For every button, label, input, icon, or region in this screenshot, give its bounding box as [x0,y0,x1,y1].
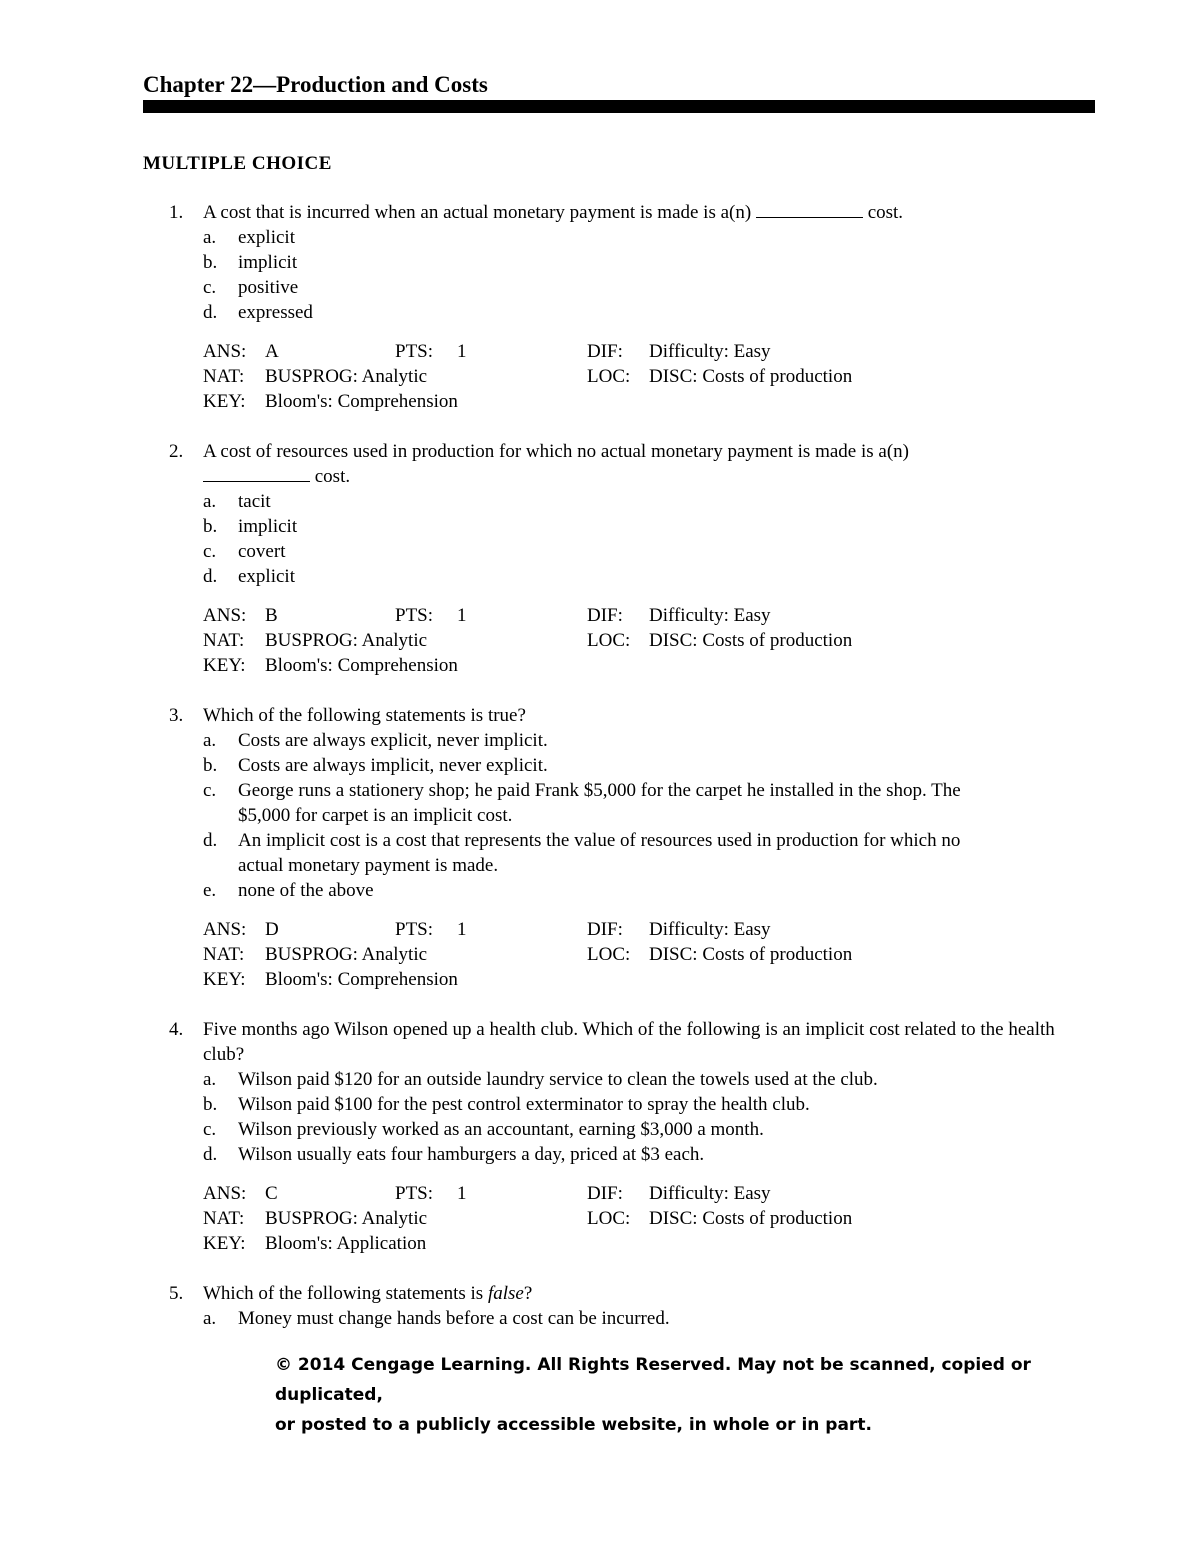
section-heading: MULTIPLE CHOICE [143,153,332,174]
option-text: Wilson previously worked as an accountant, earning $3,000 a month. [238,1119,764,1140]
option-a [203,1067,1095,1092]
question-stem: Which of the following statements is true? [203,705,526,726]
pts-value: 1 [457,1183,467,1204]
option-letter: c. [203,1119,217,1140]
option-letter: a. [203,227,217,248]
pts-value: 1 [457,605,467,626]
stem-emphasis: false [487,1283,524,1304]
option-c [203,1117,1095,1142]
option-letter: d. [203,830,218,851]
nat-value: BUSPROG: Analytic [265,1208,428,1229]
key-value: Bloom's: Comprehension [265,969,458,990]
answer-metadata [203,339,1095,414]
option-a [203,728,1095,753]
option-text: Costs are always explicit, never implicit. [238,730,548,751]
ans-label: ANS: [203,605,247,626]
answer-metadata [203,603,1095,678]
option-a [203,225,1095,250]
stem-text: A cost that is incurred when an actual monetary payment is made is a(n) [203,202,756,223]
pts-label: PTS: [395,919,434,940]
option-letter: d. [203,302,218,323]
option-list [203,225,1095,325]
nat-value: BUSPROG: Analytic [265,366,428,387]
question-number: 2. [169,441,184,462]
option-d [203,564,1095,589]
dif-label: DIF: [587,605,623,626]
loc-value: DISC: Costs of production [649,630,853,651]
key-value: Bloom's: Comprehension [265,391,458,412]
option-text: An implicit cost is a cost that represents the value of resources used in production for which no actual monetary payment is made. [238,830,961,876]
pts-value: 1 [457,919,467,940]
pts-value: 1 [457,341,467,362]
option-d [203,300,1095,325]
dif-value: Difficulty: Easy [649,919,771,940]
ans-label: ANS: [203,1183,247,1204]
nat-value: BUSPROG: Analytic [265,944,428,965]
option-letter: e. [203,880,217,901]
option-letter: b. [203,1094,218,1115]
option-c [203,275,1095,300]
stem-text: A cost of resources used in production for which no actual monetary payment is made is a(n) [203,441,909,462]
option-c [203,778,1095,828]
ans-value: A [265,341,279,362]
nat-value: BUSPROG: Analytic [265,630,428,651]
dif-value: Difficulty: Easy [649,341,771,362]
option-text: positive [238,277,299,298]
question-number: 4. [169,1019,184,1040]
option-text: expressed [238,302,313,323]
ans-label: ANS: [203,919,247,940]
option-text: Wilson usually eats four hamburgers a day, priced at $3 each. [238,1144,705,1165]
ans-label: ANS: [203,341,247,362]
option-text: explicit [238,227,295,248]
option-letter: d. [203,566,218,587]
copyright-line-1: © 2014 Cengage Learning. All Rights Reserved. May not be scanned, copied or duplicated, [275,1355,1031,1405]
stem-text-end: cost. [862,202,904,223]
question-2 [143,439,1095,678]
stem-text-end: ? [523,1283,533,1304]
nat-label: NAT: [203,944,245,965]
option-letter: b. [203,252,218,273]
key-label: KEY: [203,1233,246,1254]
key-label: KEY: [203,391,246,412]
option-a [203,489,1095,514]
option-letter: b. [203,516,218,537]
loc-value: DISC: Costs of production [649,944,853,965]
nat-label: NAT: [203,366,245,387]
answer-metadata [203,917,1095,992]
option-letter: c. [203,277,217,298]
option-letter: c. [203,541,217,562]
option-letter: c. [203,780,217,801]
option-letter: a. [203,730,217,751]
answer-metadata [203,1181,1095,1256]
answer-blank [203,465,310,482]
ans-value: C [265,1183,278,1204]
question-5 [143,1281,1095,1331]
option-text: implicit [238,252,298,273]
copyright-line-2: or posted to a publicly accessible website, in whole or in part. [275,1415,872,1435]
question-number: 3. [169,705,184,726]
option-letter: a. [203,491,217,512]
loc-label: LOC: [587,366,631,387]
option-text: implicit [238,516,298,537]
option-c [203,539,1095,564]
key-value: Bloom's: Comprehension [265,655,458,676]
pts-label: PTS: [395,1183,434,1204]
pts-label: PTS: [395,605,434,626]
ans-value: B [265,605,278,626]
option-list [203,1067,1095,1167]
option-text: covert [238,541,286,562]
option-e [203,878,1095,903]
option-text: Wilson paid $120 for an outside laundry service to clean the towels used at the club. [238,1069,878,1090]
loc-value: DISC: Costs of production [649,1208,853,1229]
loc-label: LOC: [587,630,631,651]
option-text: Money must change hands before a cost can be incurred. [238,1308,670,1329]
question-stem [203,439,1095,489]
question-number: 5. [169,1283,184,1304]
chapter-title: Chapter 22—Production and Costs [143,72,488,97]
nat-label: NAT: [203,1208,245,1229]
dif-label: DIF: [587,1183,623,1204]
option-d [203,828,1095,878]
ans-value: D [265,919,279,940]
option-d [203,1142,1095,1167]
option-letter: a. [203,1069,217,1090]
copyright-footer [275,1350,1135,1440]
loc-label: LOC: [587,944,631,965]
option-text: George runs a stationery shop; he paid Frank $5,000 for the carpet he installed in the shop. The $5,000 for carpet is an implicit cost. [238,780,961,826]
option-b [203,250,1095,275]
option-list [203,1306,1095,1331]
option-list [203,489,1095,589]
title-rule [143,100,1095,113]
option-text: Costs are always implicit, never explicit. [238,755,548,776]
question-stem [203,1281,1095,1306]
option-list [203,728,1095,903]
stem-text: Which of the following statements is [203,1283,488,1304]
option-letter: d. [203,1144,218,1165]
document-page [143,70,1095,1331]
dif-value: Difficulty: Easy [649,605,771,626]
option-b [203,1092,1095,1117]
question-stem: Five months ago Wilson opened up a health club. Which of the following is an implicit cost related to the health club? [203,1019,1055,1065]
pts-label: PTS: [395,341,434,362]
dif-label: DIF: [587,919,623,940]
question-number: 1. [169,202,184,223]
key-label: KEY: [203,655,246,676]
key-label: KEY: [203,969,246,990]
question-1 [143,200,1095,414]
option-text: Wilson paid $100 for the pest control exterminator to spray the health club. [238,1094,810,1115]
option-letter: a. [203,1308,217,1329]
option-text: tacit [238,491,271,512]
dif-label: DIF: [587,341,623,362]
option-letter: b. [203,755,218,776]
key-value: Bloom's: Application [265,1233,427,1254]
loc-label: LOC: [587,1208,631,1229]
nat-label: NAT: [203,630,245,651]
question-4 [143,1017,1095,1256]
question-3 [143,703,1095,992]
question-stem [203,200,1095,225]
option-a [203,1306,1095,1331]
answer-blank [756,201,863,218]
option-b [203,514,1095,539]
dif-value: Difficulty: Easy [649,1183,771,1204]
loc-value: DISC: Costs of production [649,366,853,387]
stem-text-end: cost. [310,466,351,487]
option-text: none of the above [238,880,374,901]
option-text: explicit [238,566,295,587]
option-b [203,753,1095,778]
